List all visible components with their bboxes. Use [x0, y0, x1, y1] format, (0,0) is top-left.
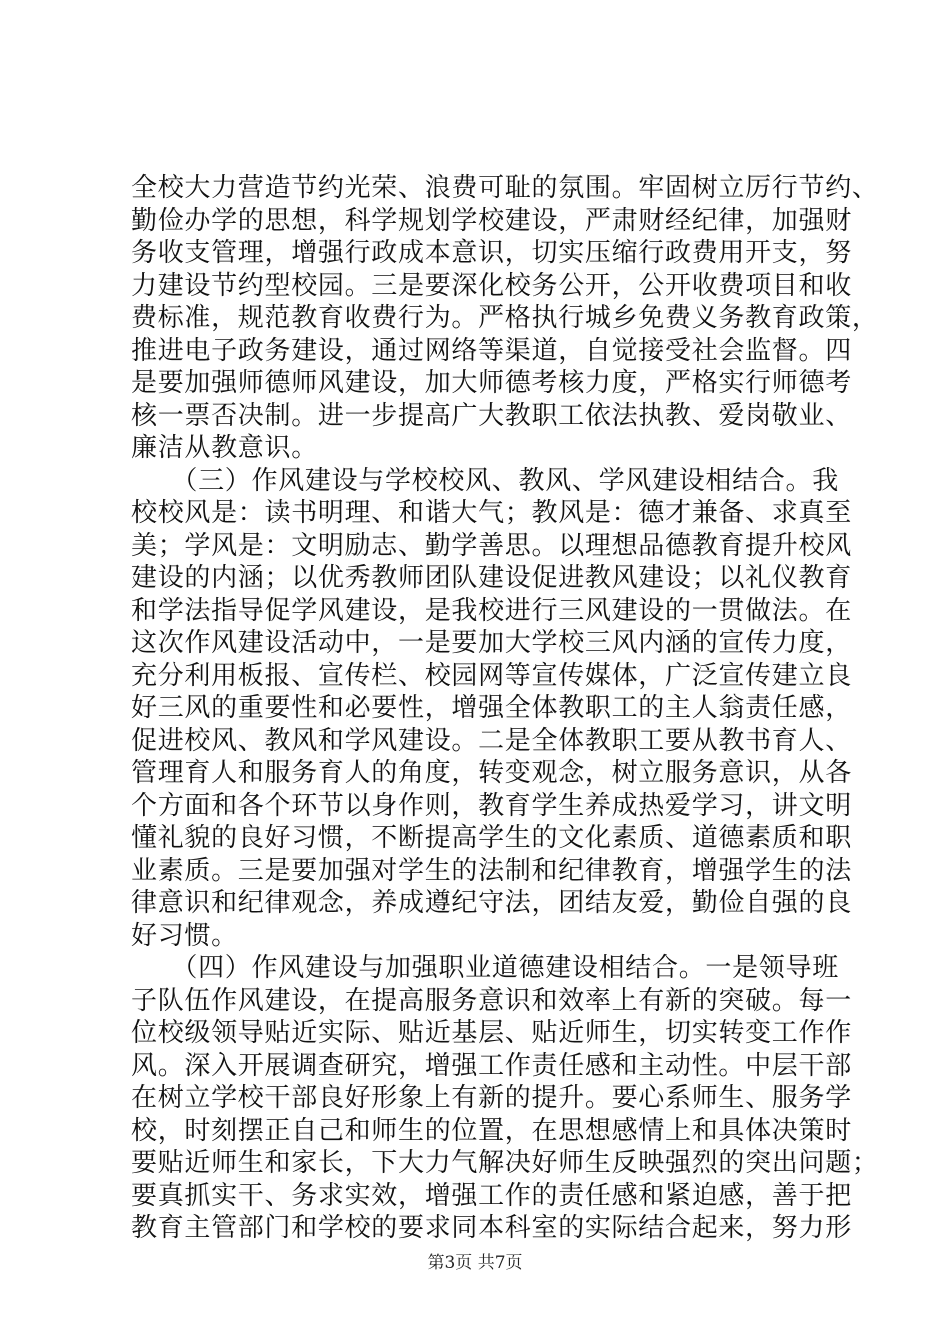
- text-line: 个方面和各个环节以身作则，教育学生养成热爱学习，讲文明: [131, 790, 852, 821]
- text-line: 要真抓实干、务求实效，增强工作的责任感和紧迫感，善于把: [131, 1180, 852, 1211]
- text-line: 务收支管理，增强行政成本意识，切实压缩行政费用开支，努: [131, 238, 852, 268]
- text-line: 美；学风是：文明励志、勤学善思。以理想品德教育提升校风: [131, 530, 852, 561]
- text-line: 核一票否决制。进一步提高广大教职工依法执教、爱岗敬业、: [131, 400, 852, 431]
- text-line: 律意识和纪律观念，养成遵纪守法，团结友爱，勤俭自强的良: [131, 888, 852, 918]
- text-line: 和学法指导促学风建设，是我校进行三风建设的一贯做法。在: [131, 595, 852, 626]
- text-line: 是要加强师德师风建设，加大师德考核力度，严格实行师德考: [131, 368, 852, 398]
- text-line: 费标准，规范教育收费行为。严格执行城乡免费义务教育政策，: [131, 303, 879, 333]
- text-line: 校校风是：读书明理、和谐大气；教风是：德才兼备、求真至: [131, 498, 852, 528]
- text-line: 这次作风建设活动中，一是要加大学校三风内涵的宣传力度，: [131, 628, 852, 658]
- text-line: 风。深入开展调查研究，增强工作责任感和主动性。中层干部: [131, 1050, 852, 1081]
- body-text: [131, 172, 879, 1245]
- text-line: 子队伍作风建设，在提高服务意识和效率上有新的突破。每一: [131, 985, 852, 1016]
- text-line: 好习惯。: [131, 920, 238, 951]
- text-line: 力建设节约型校园。三是要深化校务公开，公开收费项目和收: [131, 270, 852, 301]
- text-line: 廉洁从教意识。: [131, 433, 318, 463]
- text-line: 充分利用板报、宣传栏、校园网等宣传媒体，广泛宣传建立良: [131, 660, 852, 691]
- text-line: 教育主管部门和学校的要求同本科室的实际结合起来，努力形: [131, 1213, 852, 1243]
- text-line: 懂礼貌的良好习惯，不断提高学生的文化素质、道德素质和职: [131, 823, 852, 853]
- text-line: 在树立学校干部良好形象上有新的提升。要心系师生、服务学: [131, 1083, 852, 1113]
- text-line: 全校大力营造节约光荣、浪费可耻的氛围。牢固树立厉行节约、: [131, 173, 879, 203]
- text-line: （四）作风建设与加强职业道德建设相结合。一是领导班: [131, 953, 839, 983]
- text-line: 建设的内涵；以优秀教师团队建设促进教风建设；以礼仪教育: [131, 563, 852, 593]
- text-line: 要贴近师生和家长，下大力气解决好师生反映强烈的突出问题；: [131, 1148, 879, 1178]
- text-line: 推进电子政务建设，通过网络等渠道，自觉接受社会监督。四: [131, 335, 852, 366]
- text-line: 促进校风、教风和学风建设。二是全体教职工要从教书育人、: [131, 725, 852, 756]
- text-line: （三）作风建设与学校校风、教风、学风建设相结合。我: [131, 465, 839, 496]
- text-line: 业素质。三是要加强对学生的法制和纪律教育，增强学生的法: [131, 855, 852, 886]
- text-line: 勤俭办学的思想，科学规划学校建设，严肃财经纪律，加强财: [131, 205, 852, 236]
- text-line: 校，时刻摆正自己和师生的位置，在思想感情上和具体决策时: [131, 1115, 852, 1146]
- text-line: 好三风的重要性和必要性，增强全体教职工的主人翁责任感，: [131, 693, 852, 723]
- text-line: 位校级领导贴近实际、贴近基层、贴近师生，切实转变工作作: [131, 1018, 852, 1048]
- text-line: 管理育人和服务育人的角度，转变观念，树立服务意识，从各: [131, 758, 852, 788]
- page-number-footer: 第3页 共7页: [427, 1253, 523, 1273]
